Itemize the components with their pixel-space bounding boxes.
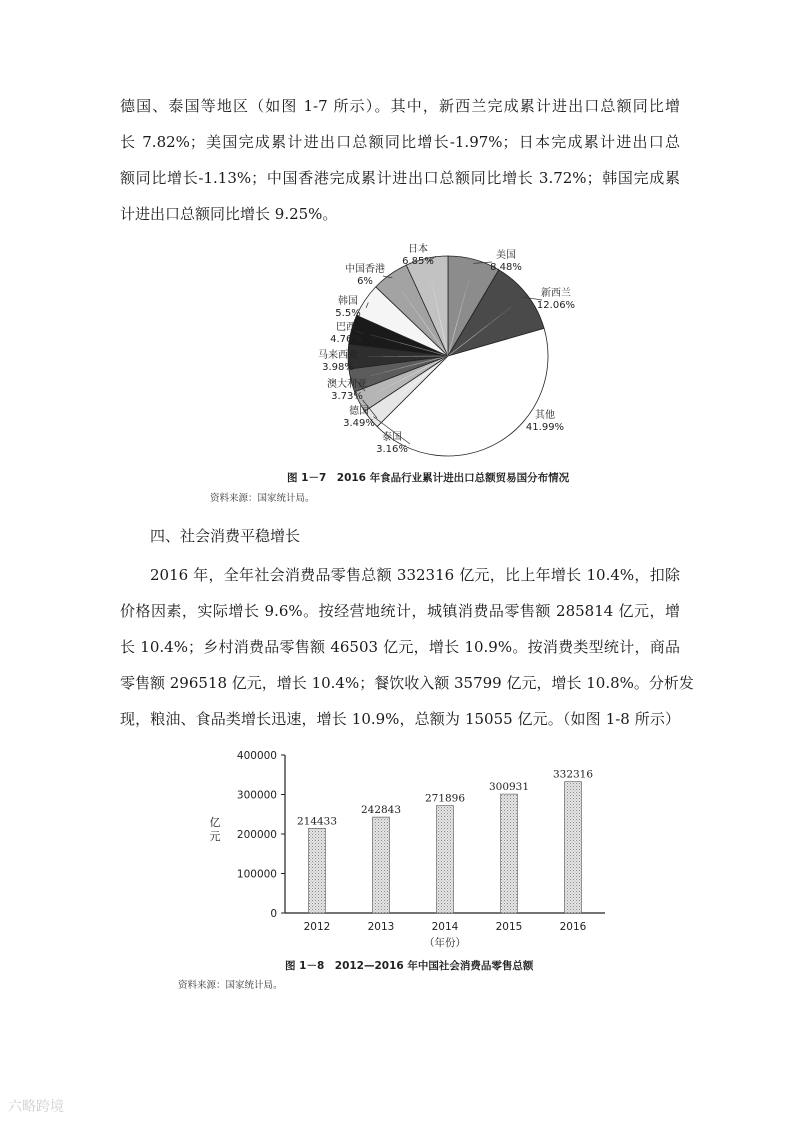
watermark-logo: 六略跨境 bbox=[8, 1099, 64, 1115]
text-line: 计进出口总额同比增长 9.25%。 bbox=[120, 205, 338, 223]
pie-slice-value: 6% bbox=[357, 276, 373, 287]
bar-value-label: 332316 bbox=[552, 768, 594, 781]
pie-slice-value: 8.48% bbox=[490, 262, 522, 273]
y-axis-label: 亿元 bbox=[209, 816, 221, 843]
pie-slice-label: 巴西 bbox=[336, 322, 356, 333]
pie-slice-value: 41.99% bbox=[525, 422, 565, 433]
pie-slice-value: 4.76% bbox=[330, 334, 362, 345]
pie-slice-value: 12.06% bbox=[536, 300, 576, 311]
text-line: 长 7.82%；美国完成累计进出口总额同比增长-1.97%；日本完成累计进出口总 bbox=[120, 133, 680, 151]
text-line: 德国、泰国等地区（如图 1-7 所示）。其中，新西兰完成累计进出口总额同比增 bbox=[120, 97, 680, 115]
figure-source: 资料来源：国家统计局。 bbox=[178, 980, 283, 991]
bar bbox=[373, 817, 390, 913]
bar-value-label: 271896 bbox=[424, 792, 466, 805]
pie-slice-value: 3.49% bbox=[343, 418, 375, 429]
text-line: 2016 年，全年社会消费品零售总额 332316 亿元，比上年增长 10.4%，扣除 bbox=[150, 566, 680, 584]
pie-slice-label: 新西兰 bbox=[541, 288, 571, 299]
pie-slice-value: 3.98% bbox=[322, 362, 354, 373]
text-line: 价格因素，实际增长 9.6%。按经营地统计，城镇消费品零售额 285814 亿元，增 bbox=[120, 602, 680, 620]
x-tick-label: 2014 bbox=[431, 921, 459, 933]
bar-value-label: 300931 bbox=[488, 781, 530, 794]
pie-slice-label: 马来西亚 bbox=[318, 350, 358, 361]
figure-caption: 图 1－7 2016 年食品行业累计进出口总额贸易国分布情况 bbox=[287, 472, 570, 484]
x-tick-label: 2016 bbox=[559, 921, 587, 933]
y-tick-label: 300000 bbox=[236, 789, 277, 802]
text-line: 零售额 296518 亿元，增长 10.4%；餐饮收入额 35799 亿元，增长 10.8%。分析发 bbox=[120, 674, 694, 692]
bar bbox=[437, 806, 454, 913]
pie-slice-label: 日本 bbox=[408, 244, 428, 255]
x-axis-label: （年份） bbox=[424, 937, 466, 949]
x-tick-label: 2015 bbox=[495, 921, 523, 933]
bar bbox=[501, 794, 518, 913]
text-line: 额同比增长-1.13%；中国香港完成累计进出口总额同比增长 3.72%；韩国完成累 bbox=[120, 169, 680, 187]
y-tick-label: 200000 bbox=[236, 829, 277, 841]
x-tick-label: 2012 bbox=[303, 921, 331, 933]
y-tick-label: 400000 bbox=[236, 750, 277, 762]
pie-slice-value: 3.16% bbox=[376, 444, 408, 455]
pie-slice-label: 德国 bbox=[349, 406, 369, 417]
pie-slice-label: 韩国 bbox=[338, 296, 358, 307]
text-line: 现，粮油、食品类增长迅速，增长 10.9%，总额为 15055 亿元。（如图 1-8 所示） bbox=[120, 710, 680, 728]
pie-slice-label: 泰国 bbox=[382, 432, 402, 443]
pie-slice-label: 澳大利亚 bbox=[327, 379, 367, 390]
pie-slice-label: 其他 bbox=[535, 410, 555, 421]
pie-slice-value: 5.5% bbox=[335, 308, 361, 319]
section-heading: 四、社会消费平稳增长 bbox=[150, 527, 301, 545]
x-tick-label: 2013 bbox=[367, 921, 395, 933]
pie-slice-label: 中国香港 bbox=[345, 264, 385, 275]
figure-source: 资料来源：国家统计局。 bbox=[210, 493, 315, 504]
figure-caption: 图 1－8 2012—2016 年中国社会消费品零售总额 bbox=[285, 960, 534, 972]
y-tick-label: 100000 bbox=[236, 868, 277, 881]
pie-slice-value: 3.73% bbox=[331, 391, 363, 402]
pie-slice-label: 美国 bbox=[496, 250, 516, 261]
bar bbox=[309, 828, 326, 913]
bar-value-label: 242843 bbox=[360, 804, 402, 817]
bar-value-label: 214433 bbox=[296, 815, 338, 828]
bar bbox=[565, 782, 582, 913]
y-tick-label: 0 bbox=[270, 908, 277, 920]
text-line: 长 10.4%；乡村消费品零售额 46503 亿元，增长 10.9%。按消费类型统计，商品 bbox=[120, 638, 680, 656]
pie-slice-value: 6.85% bbox=[402, 256, 434, 267]
